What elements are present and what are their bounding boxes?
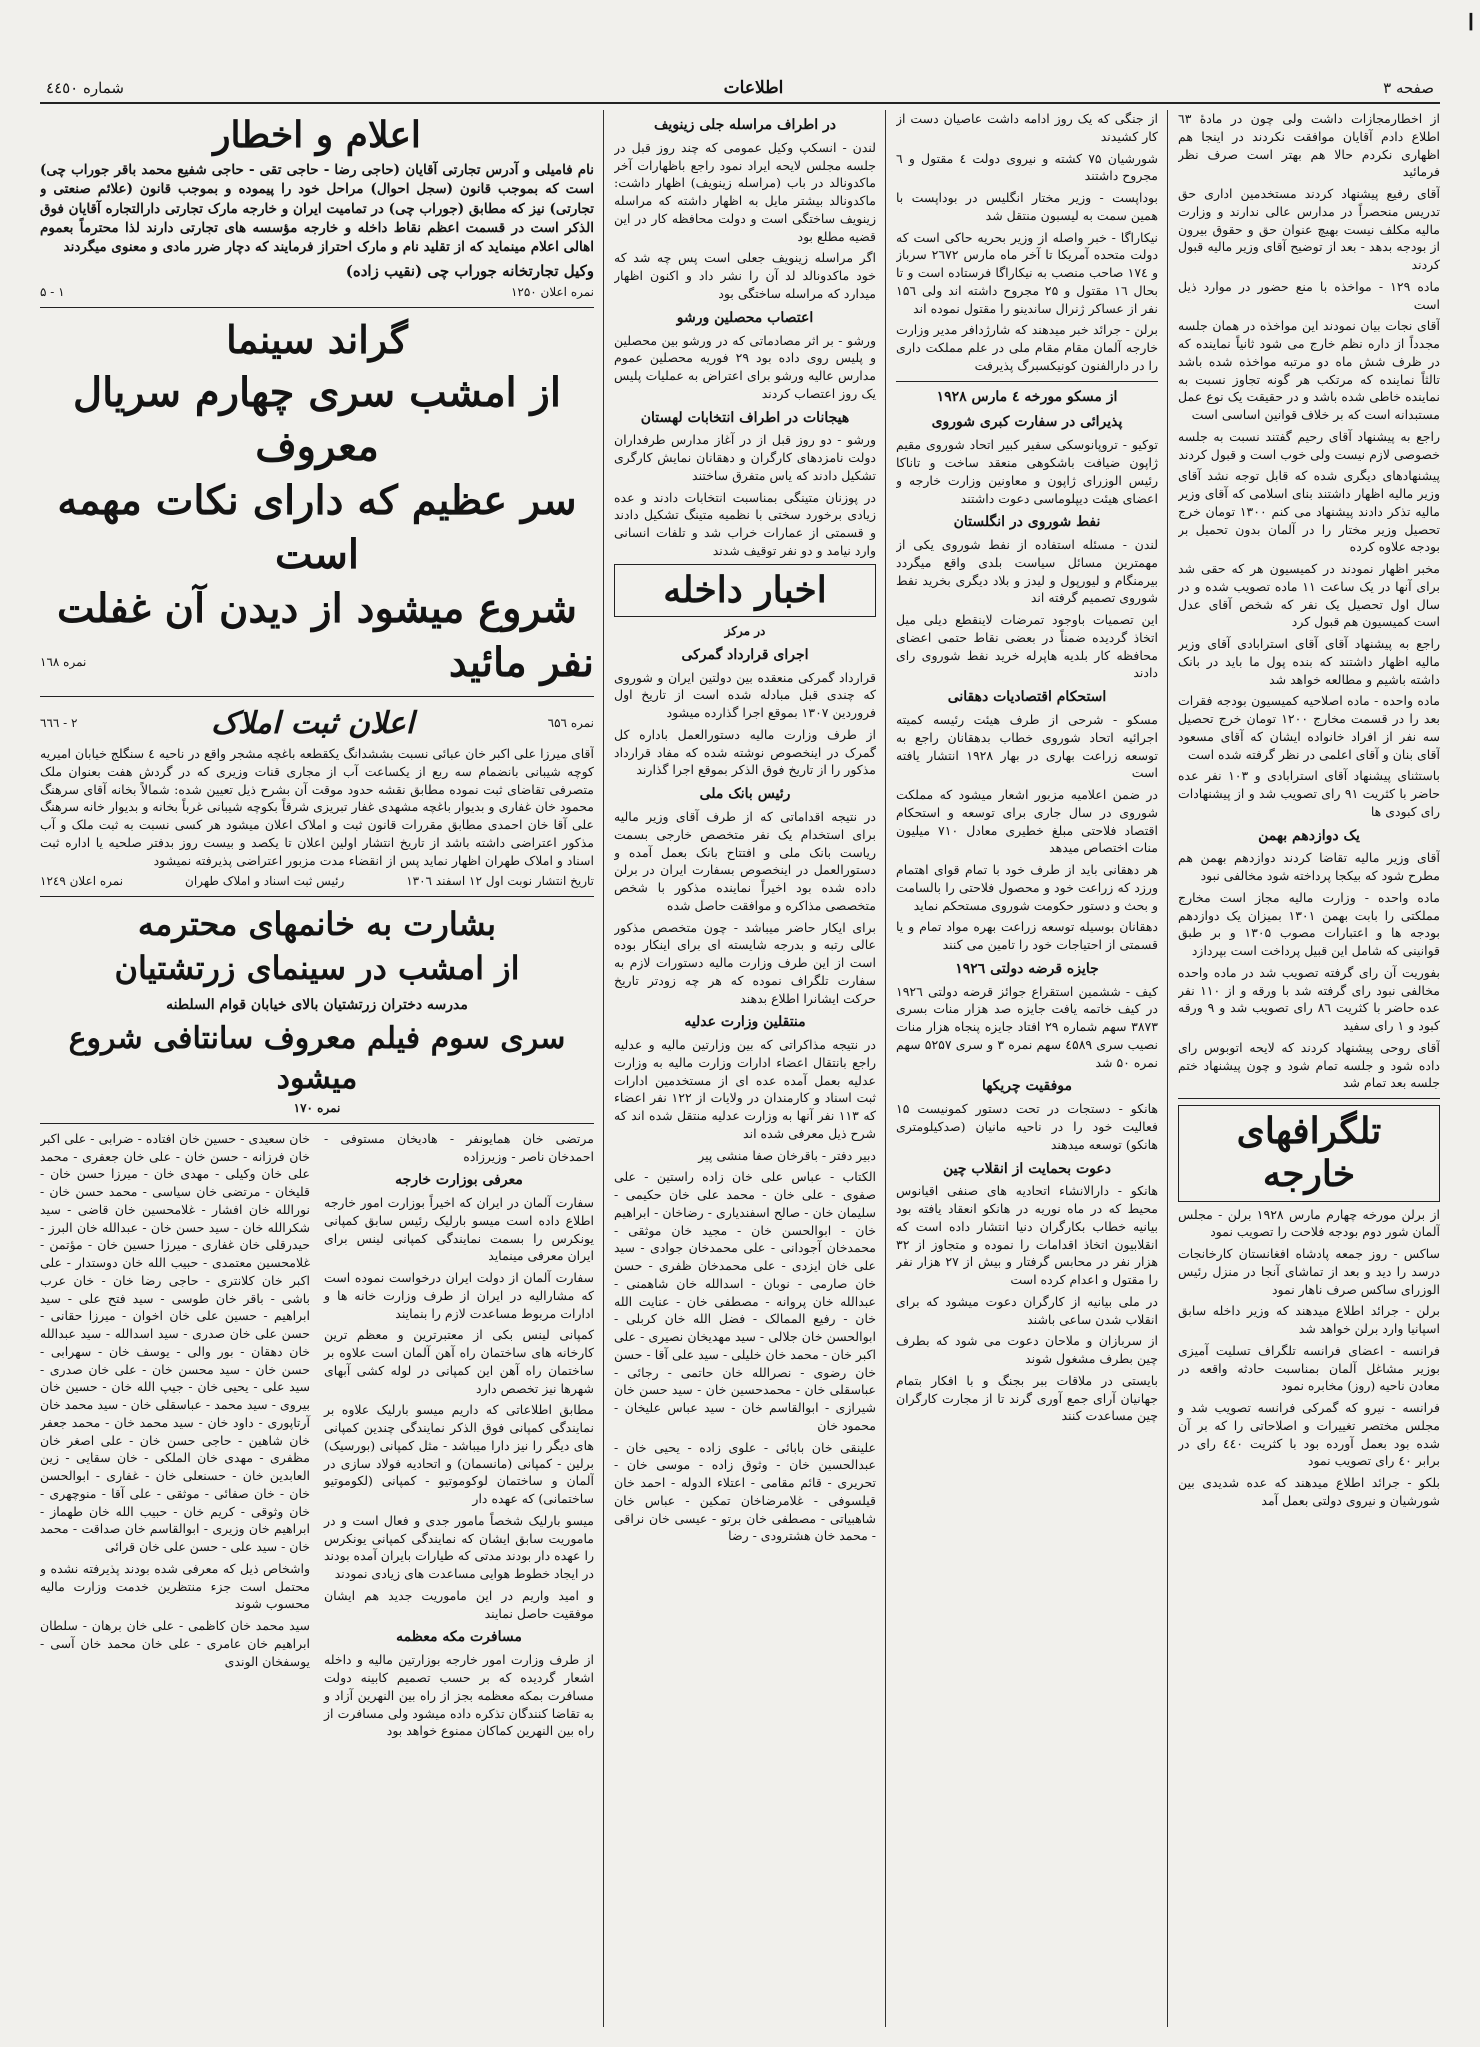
article-paragraph: بوداپست - وزیر مختار انگلیس در بوداپست با همین سمت به لیسبون منتقل شد <box>896 190 1158 223</box>
notice-text: است که بموجب قانون (سجل احوال) مراحل خود را پیموده و بموجب قانون (علائم صنعتی و تجارتی) نیز که مطابق (جوراب چی) در تمامیت ایران و خارجه مارک تجارتی دارالتجاره آقایان فوق الذکر است در قسمت اعظم نقاط داخله و خارجه مؤسسه های تجارتی دارند لذا محترماً بعموم اهالی اعلام مینماید که از تقلید نام و مارک احتراز فرمایند که دچار ضرر مادی و معنوی میگردند <box>40 181 594 255</box>
article-paragraph: از جنگی که یک روز ادامه داشت عاصیان دست از کار کشیدند <box>896 111 1158 144</box>
registry-ad <box>40 703 594 891</box>
article-paragraph: اگر مراسله زینویف جعلی است پس چه شد که خود ماکدونالد لد آن را نشر داد و اکنون اظهار میدارد که مراسله ساختگی بود <box>614 250 876 301</box>
cinema-line: شروع میشود از دیدن آن غفلت <box>57 584 577 632</box>
article-paragraph: واشخاص ذیل که معرفی شده بودند پذیرفته نشده و محتمل است جزء منتظرین خدمت وزارت مالیه محسوب شوند <box>40 1560 310 1612</box>
section-heading: مسافرت مکه معظمه <box>396 1629 522 1646</box>
article-paragraph: در نتیجه مذاکراتی که بین وزارتین مالیه و عدلیه راجع بانتقال اعضاء ادارات وزارت مالیه به وزارت عدلیه بعمل آمده عده ای از مستخدمین ادارات ثبت اسناد و کارمندان در ولایات از ۱۲۲ نفر اعضاء که ۱۱۳ نفر آنها به وزارت عدلیه منتقل شده اند که شرح ذیل معرفی شده اند <box>614 1037 876 1141</box>
cinema-line: سر عظیم که دارای نکات مهمه است <box>57 476 577 578</box>
zoroastrian-cinema-ad <box>40 903 594 1116</box>
notice-body <box>40 161 594 257</box>
divider <box>40 896 594 897</box>
article-paragraph: باستثنای پیشنهاد آقای استرابادی و ۱۰۳ نفر عده حاضر با کثریت ۹۱ رای تصویب شد و از پیشنهادات رای کبودی ها <box>1178 768 1440 819</box>
column-rule <box>885 110 886 2027</box>
article-paragraph: مرتضی خان همایونفر - هادیخان مستوفی - احمدخان ناصر - وزیرزاده <box>324 1130 594 1164</box>
cinema-number: نمره ۱٦۸ <box>40 655 87 670</box>
article-paragraph: ساکس - روز جمعه پادشاه افغانستان کارخانجات درسد را دید و بعد از تماشای آنجا در منزل رئیس الوزرای ساکس صرف ناهار نمود <box>1178 1246 1440 1297</box>
article-paragraph: پیشنهادهای دیگری شده که قابل توجه نشد آقای وزیر مالیه اظهار داشتند بنای اسلامی که آقای وزیر مالیه تذکر دادند پیشنهاد می کنم ۱۳۰۰ تومان خرج تحصیل وزیر مختار را در آلمان بدون تحمیل بر بودجه علاوه کرده <box>1178 468 1440 555</box>
notice-footer <box>40 284 594 301</box>
section-heading: پذیرائی در سفارت کبری شوروی <box>931 414 1123 431</box>
article-paragraph: ماده ۱۲۹ - مواخذه با منع حضور در موارد ذیل است <box>1178 278 1440 312</box>
notice-names: (حاجی رضا - حاجی تقی - حاجی شفیع محمد باقر جوراب چی) <box>40 162 401 179</box>
article-paragraph: از طرف وزارت امور خارجه بوزارتین مالیه و داخله اشعار گردیده که بر حسب تصمیم کابینه دولت مسافرت بمکه معظمه بجز از راه بین النهرین آزاد و به تقاضا کنندگان تذکره داده میشود ولی مسافرت از راه بین النهرین کماکان ممنوع خواهد بود <box>324 1652 594 1739</box>
newspaper-page <box>40 0 1474 2047</box>
section-heading: اجرای قرارداد گمرکی <box>681 646 809 663</box>
issue-label: شماره ٤٤٥٠ <box>46 79 124 97</box>
article-paragraph: آقای رفیع پیشنهاد کردند مستخدمین اداری حق تدریس منحصراً در مدارس عالی ندارند و وزارت مالیه مکلف نیست بهیچ عنوان حق و حقوق بیرون از بودجه بدهد - بعد از توضیح آقای وزیر مالیه قبول کردند <box>1178 186 1440 272</box>
lower-section <box>40 1130 594 1744</box>
article-paragraph: بایستی در ملاقات ببر بجنگ و با افکار بتمام جهانیان آرای جمع آوری گرند تا از مجارت کارگران چین مساعدت کنند <box>896 1372 1158 1424</box>
article-paragraph: در ضمن اعلامیه مزبور اشعار میشود که مملکت شوروی در سال جاری برای توسعه و استحکام اقتصاد فلاحتی مبلغ خطیری معادل ۷۱۰ میلیون منات اختصاص میدهد <box>896 787 1158 856</box>
article-paragraph: علینقی خان بابائی - علوی زاده - یحیی خان - عبدالحسین خان - وثوق زاده - موسی خان - تحریری - قائم مقامی - اعتلاء الدوله - احمد خان قیلسوفی - غلامرضاخان تمکین - عباس خان شاهبیاتی - مصطفی خان برتو - عیسی خان نراقی - محمد خان هشترودی - رضا <box>614 1439 876 1544</box>
section-heading: موفقیت چریکها <box>981 1078 1073 1095</box>
divider <box>40 307 594 308</box>
section-heading: یک دوازدهم بهمن <box>1258 827 1360 844</box>
divider <box>1178 1098 1440 1099</box>
article-paragraph: از سربازان و ملاحان دعوت می شود که بطرف چین بطرف مشغول شوند <box>896 1333 1158 1367</box>
cinema-line: از امشب سری چهارم سریال معروف <box>73 368 561 470</box>
section-heading: جایزه قرضه دولتی ۱۹۲٦ <box>955 960 1099 977</box>
divider <box>40 696 594 697</box>
registry-signature: رئیس ثبت اسناد و املاک طهران <box>185 874 345 889</box>
masthead <box>40 74 1440 104</box>
registry-date: تاریخ انتشار نوبت اول ۱۲ اسفند ۱۳۰٦ <box>406 874 594 889</box>
article-paragraph: میسو بارلیک شخصاً مامور جدی و فعال است و در ماموریت سابق ایشان که نمایندگی کمپانی یونکرس را عهده دار بودند مدتی که طیارات بایران آمده بودند در ایجاد خطوط هوایی مساعدت های زیادی نمودند <box>324 1512 594 1582</box>
article-paragraph: ماده واحده - ماده اصلاحیه کمیسیون بودجه فقرات بعد را در قسمت مخارج ۱۲۰۰ تومان خرج تحصیل سه نفر از افراد خانواده ایشان که آقای مسعود آقای بنان و آقای اعلمی در نظر گرفته شده است <box>1178 693 1440 762</box>
article-paragraph: برلن - جرائد خبر میدهند که شارژدافر مدیر وزارت خارجه آلمان مقام مقام ملی در علم مملکت داری را در دارالفنون کونیکسبرگ پذیرفت <box>896 322 1158 373</box>
article-paragraph: نیکاراگا - خبر واصله از وزیر بحریه حاکی است که دولت متحده آمریکا تا آخر ماه مارس ۲٦۷۲ سرباز و ۱۷٤ صاحب منصب به نیکاراگا فرستاده است و تا بحال ۱٦ مقتول و ۲۵ مجروح داشته اند ولی ۱۵٦ نفر از عساکر ژنرال ساندینو را مقتول نموده اند <box>896 229 1158 316</box>
newspaper-name: اطلاعات <box>723 78 784 98</box>
registry-title: اعلان ثبت املاک <box>211 705 415 741</box>
ad-line: بشارت به خانمهای محترمه <box>137 905 497 944</box>
article-paragraph: الکتاب - عباس علی خان زاده راستین - علی صفوی - علی خان - محمد علی خان حکیمی - سلیمان خان - صالح اسفندیاری - رضاخان - ابراهیم خان - ابوالحسن خان - مجید خان موثقی - محمدخان آجودانی - علی محمدخان جوادی - سید علی خان ایزدی - علی محمدخان ظفری - حسن خان صارمی - نوبان - اسدالله خان شاهمنی - عبدالله خان پروانه - مصطفی خان - عنایت الله خان - رفیع الممالک - فضل الله خان کربلی - ابوالحسن خان جلالی - سید مهدیخان نصیری - علی اکبر خان - محمد خان خلیلی - سید علی آقا - حسن خان رضوی - نصرالله خان حاتمی - رجائی - عباسقلی خان - محمدحسین خان - سید حسن خان شیرازی - ابوالقاسم خان - سید عباس علیخان - محمود خان <box>614 1169 876 1433</box>
lower-left-column <box>40 1130 310 1744</box>
section-heading: منتقلین وزارت عدلیه <box>684 1014 806 1031</box>
article-paragraph: لندن - مسئله استفاده از نفط شوروی یکی از مهمترین مسائل سیاست بلدی واقع میگردد بیرمنگام و لیورپول و لیدز و بلاد دیگری بخرید نفط شوروی تصمیم گرفته اند <box>896 537 1158 606</box>
registry-number: نمره ٦۵٦ <box>547 716 594 731</box>
domestic-news-headline: اخبار داخله <box>614 564 876 617</box>
column-1 <box>1178 110 1440 2020</box>
subheading: در مرکز <box>724 623 766 638</box>
article-paragraph: کیف - ششمین استقراع جوائز قرضه دولتی ۱۹۲٦ در کیف خاتمه یافت جایزه صد هزار منات بسری ۳۸۷۳ سهم شماره ۲۹ افتاد جایزه پنجاه هزار منات نصیب سری ٤۵۸۹ سهم نمره ۳ و سری ۵۲۵۷ سهم نمره ۵۰ شد <box>896 983 1158 1070</box>
article-paragraph: ماده واحده - وزارت مالیه مجاز است مخارج مملکتی را بابت بهمن ۱۳۰۱ بمیزان یک دوازدهم بودجه ها و اعتبارات مصوب ۱۳۰۵ و بر طبق قوانینی که شامل این قبیل پرداخت است بپردازد <box>1178 889 1440 959</box>
article-paragraph: فرانسه - نیرو که گمرکی فرانسه تصویب شد و مجلس مختصر تغییرات و اصلاحاتی را که بر آن شده بود بعمل آورده بود با کثریت ٤٤٠ رای در برابر ٤٠ رای تصویب نمود <box>1178 1400 1440 1469</box>
registry-header <box>40 703 594 746</box>
article-paragraph: در نتیجه اقداماتی که از طرف آقای وزیر مالیه برای استخدام یک نفر متخصص خارجی بسمت ریاست بانک ملی و افتتاح بانک بعمل آمده و دستورالعمل در اینخصوص بسفارت ایران در برلن داده شده بود اخیراً نماینده مذکور با شخص متخصصی مذاکره و موافقت حاصل شده <box>614 809 876 913</box>
article-paragraph: برای ایکار حاضر میباشد - چون متخصص مذکور عالی رتبه و بدرجه شایسته ای برای اینکار بوده است از این طرف وزارت مالیه دستورات لازم به سفارت تلگراف نموده که هر چه زودتر تاریخ حرکت ایشانرا اطلاع بدهند <box>614 919 876 1006</box>
ad-subline: مدرسه دختران زرتشتیان بالای خیابان قوام السلطنه <box>166 996 468 1013</box>
section-heading: معرفی بوزارت خارجه <box>395 1172 523 1189</box>
ad-line: سری سوم فیلم معروف سانتافی شروع میشود <box>68 1020 566 1097</box>
article-paragraph: لندن - انسکپ وکیل عمومی که چند روز قبل در جلسه مجلس لایحه ایراد نمود راجع باظهارات آخر ماکدونالد در باب (مراسله زینویف) اظهار داشت: ماکدونالد بیشتر مایل به اظهار داشته که مراسله زینویف ساختگی است و دولت محافظه کار در این قضیه مطلع بود <box>614 139 876 244</box>
notice-signature: وکیل تجارتخانه جوراب چی (نقیب زاده) <box>345 261 594 280</box>
article-paragraph: مطابق اطلاعاتی که داریم میسو بارلیک علاوه بر نمایندگی کمپانی فوق الذکر نمایندگی چندین کمپانی های دیگر را نیز دارا میباشد - مثل کمپانی (بورسیک) برلین - کمپانی (مانسمان) و اتحادیه فولاد سازی در آلمان و ساختمان لوکوموتیو - کمپانی (لکوموتیو ساختمانی) که عهده دار <box>324 1402 594 1507</box>
section-heading: در اطراف مراسله جلی زینویف <box>653 117 837 133</box>
article-paragraph: ورشو - دو روز قبل از در آغاز مدارس طرفداران دولت نامزدهای کارگران و دهقانان نمایش کارگری تشکیل دادند که یاس متفرق ساختند <box>614 432 876 483</box>
registry-ad-number: نمره اعلان ۱۲٤۹ <box>40 874 124 889</box>
notice-headline: اعلام و اخطار <box>213 114 421 156</box>
article-paragraph: در ملی بیانیه از کارگران دعوت میشود که برای انقلاب شدن ساعی باشند <box>896 1293 1158 1327</box>
article-paragraph: راجع به پیشنهاد آقای آقای استرابادی آقای وزیر مالیه اظهار داشتند که بنده پول ما باید در بانک داشته باشیم و مطالعه خواهد شد <box>1178 636 1440 687</box>
article-paragraph: از طرف وزارت مالیه دستورالعمل باداره کل گمرک در اینخصوص نوشته شده که مفاد قرارداد مذکور را از تاریخ فوق الذکر بموقع اجرا گذارند <box>614 726 876 778</box>
article-paragraph: هانکو - دستجات در تحت دستور کمونیست ۱۵ فعالیت خود را در ناحیه مانیان (صدکیلومتری هانکو) توسعه میدهند <box>896 1101 1158 1152</box>
article-paragraph: شورشیان ۷۵ کشته و نیروی دولت ٤ مقتول و ٦ مجروح داشتند <box>896 150 1158 184</box>
ad-line: از امشب در سینمای زرتشتیان <box>114 948 520 987</box>
article-paragraph: ورشو - بر اثر مصادماتی که در ورشو بین محصلین و پلیس روی داده بود ۲۹ فوریه محصلین عموم مدارس عالیه ورشو برای اعتراض به عملیات پلیس یک روز اعتصاب کردند <box>614 332 876 401</box>
dateline: از مسکو مورخه ٤ مارس ۱۹۲۸ <box>936 388 1118 405</box>
article-paragraph: از برلن مورخه چهارم مارس ۱۹۲۸ برلن - مجلس آلمان شور دوم بودجه فلاحت را تصویب نمود <box>1178 1206 1440 1240</box>
section-heading: رئیس بانک ملی <box>699 786 791 803</box>
article-paragraph: دهقانان بوسیله توسعه زراعت بهره مواد تمام و یا قسمتی از احتیاجات خود را تامین می کنند <box>896 919 1158 952</box>
divider <box>896 381 1158 382</box>
column-rule <box>603 110 604 2027</box>
cinema-title: گراند سینما <box>226 317 408 363</box>
article-paragraph: سفارت آلمان در ایران که اخیراً بوزارت امور خارجه اطلاع داده است میسو بارلیک رئیس سابق کمپانی یونکرس را بسمت نمایندگی کمپانی لینس برای ایران معرفی مینماید <box>324 1195 594 1264</box>
article-paragraph: هر دهقانی باید از طرف خود با تمام قوای اهتمام ورزد که زراعت خود و محصول فلاحتی را بالسامت و بحث و دستور حکومت شوروی مستحکم نماید <box>896 862 1158 913</box>
registry-sequence: ۲ - ٦٦٦ <box>40 716 78 731</box>
foreign-telegrams-headline: تلگرافهای خارجه <box>1178 1105 1440 1201</box>
article-paragraph: توکیو - تروپانوسکی سفیر کبیر اتحاد شوروی مقیم ژاپون ضیافت باشکوهی منعقد ساخت و تاناکا رئیس الوزرای ژاپون و معاونین وزارت خارجه و اعضای هیئت دیپلوماسی دعوت داشتند <box>896 437 1158 506</box>
article-paragraph: آقای وزیر مالیه تقاضا کردند دوازدهم بهمن هم مطرح شود که بیکجا پرداخته شود مخالفی نبود <box>1178 850 1440 884</box>
names-list: خان سعیدی - حسین خان افتاده - ضرابی - علی اکبر خان فرزانه - حسن خان - علی خان جعفری - محمد علی خان وکیلی - مهدی خان - میرزا حسن خان - قلیخان - مرتضی خان سیاسی - محمد حسن خان - نورالله خان افشار - غلامحسین خان قاضی - سید شکرالله خان - سید حسن خان - عبدالله خان البرز - حیدرقلی خان غفاری - میرزا حسین خان - مؤتمن - غلامحسین معتمدی - حبیب الله خان دوستدار - علی اکبر خان کلانتری - حاجی رضا خان - خان عرب باشی - باقر خان طوسی - سید فتح علی - سید ابراهیم - حسین علی خان اخوان - میرزا حقانی - حسن علی خان صدری - سید اسدالله - سید عبدالله خان دهقان - بور والی - یوسف خان - سهرابی - حسن خان - سید محسن خان - علی خان صدری - سید علی - یحیی خان - جیپ الله خان - حسین خان بیروی - سید محمد - عباسقلی خان - سید محمد خان آرتاپوری - داود خان - سید محمد خان - محمد جعفر خان شاهین - حاجی حسن خان - علی اصغر خان مظفری - مهدی خان الملکی - خان سقایی - زین العابدین خان - حسنعلی خان - غفاری - ابوالحسن خان - خان صفائی - موثقی - علی آقا - منوچهری - خان وثوقی - کریم خان - حبیب الله خان طهماز - ابراهیم خان وزیری - ابوالقاسم خان صداقت - محمد خان - سید علی - حسن علی خان قرائی <box>40 1130 310 1554</box>
article-paragraph: آقای روحی پیشنهاد کردند که لایحه اتوبوس رای داده شود و جلسه تمام شود و چون پیشنهاد ختم جلسه بعد تمام شد <box>1178 1039 1440 1091</box>
section-heading: دعوت بحمایت از انقلاب چین <box>942 1160 1112 1177</box>
registry-footer <box>40 873 594 890</box>
article-paragraph: فرانسه - اعضای فرانسه تلگراف تسلیت آمیزی بوزیر مشاغل آلمان بمناسبت حادثه واقعه در معادن ناحیه (روز) مخابره نمود <box>1178 1342 1440 1394</box>
article-paragraph: برلن - جرائد اطلاع میدهند که وزیر داخله سابق اسپانیا وارد برلن خواهد شد <box>1178 1303 1440 1336</box>
ad-number: نمره ۱۷۰ <box>293 1100 341 1115</box>
registry-body: آقای میرزا علی اکبر خان عبائی نسبت بششدانگ یکقطعه باغچه مشجر واقع در ناحیه ٤ سنگلج خیابان امیریه کوچه شیبانی بانضمام سه ربع از یکساعت آب از مجاری قنات وزیری که در گردش هفت بعنوان ملک متصرفی تقاضای ثبت نموده مطابق نقشه حدود موقت آن بشرح ذیل تعیین شده: شمالاً بخانه آقای سرهنگ محمود خان غفاری و بدیوار باغچه مشهدی غفار تبریزی شرقاً بکوچه شیبانی غرباً بخانه و بدیوار خانه سرهنگ علی آقا خان احمدی مطابق مقررات قانون ثبت و املاک اعلان میشود هر کسی نسبت به ثبت ملک و آب مذکور اعتراضی داشته باشد از تاریخ انتشار اولین اعلان تا یکصد و بیست روز بدفتر صلحیه یا اداره ثبت اسناد و املاک طهران اظهار نماید پس از انقضاء مدت مزبور اعتراضی پذیرفته نمیشود <box>40 746 594 868</box>
article-paragraph: قرارداد گمرکی منعقده بین دولتین ایران و شوروی که چندی قبل مبادله شده است از تاریخ اول فروردین ۱۳۰۷ بموقع اجرا گذارده میشود <box>614 669 876 721</box>
section-heading: هیجانات در اطراف انتخابات لهستان <box>640 409 850 426</box>
article-paragraph: در پوزنان متینگی بمناسبت انتخابات دادند و عده زیادی برخورد سختی با نظمیه متینگ تشکیل دادند و قسمتی از عمارات خراب شد و تلفات انسانی وارد نیامد و دو نفر توقیف شدند <box>614 489 876 558</box>
article-paragraph: آقای نجات بیان نمودند این مواخذه در همان جلسه مجدداً از داره نظم خارج می شود ثانیاً نماینده که در ظرف شش ماه دو مرتبه مواخذه شده باشد تالثاً نماینده که مرتکب هر گونه تجاوز نسبت به نماینده خاطی شده باشد و در حقیقت یک نوع عمل مستبدانه است که بر خلاف قوانین اساسی است <box>1178 318 1440 422</box>
section-heading: اعتصاب محصلین ورشو <box>676 309 814 326</box>
column-3 <box>614 110 876 2020</box>
column-2 <box>896 110 1158 2020</box>
section-heading: نفط شوروی در انگلستان <box>953 514 1101 531</box>
notice-intro: نام فامیلی و آدرس تجارتی آقایان <box>405 162 594 179</box>
article-paragraph: راجع به پیشنهاد آقای رحیم گفتند نسبت به جلسه خصوصی لازم نیست ولی خوب است و قبول کردند <box>1178 428 1440 462</box>
article-paragraph: بفوریت آن رای گرفته تصویب شد در ماده واحده مخالفی نبود رای گرفته شد با ورقه و از ۱۱۰ نفر عده حاضر با کثریت ۸٦ رای تصویب شد و ۹ ورقه کبود و ۱ رای سفید <box>1178 964 1440 1034</box>
section-heading: استحکام اقتصادیات دهقانی <box>947 689 1107 706</box>
article-paragraph: سفارت آلمان از دولت ایران درخواست نموده است که مشارالیه در ایران از طرف وزارت خانه ها و ادارات مربوط مساعدت لازم را بنمایند <box>324 1270 594 1321</box>
article-paragraph: دبیر دفتر - باقرخان صفا منشی پیر <box>698 1147 876 1163</box>
article-paragraph: کمپانی لینس بکی از معتبرترین و معظم ترین کارخانه های ساختمان راه آهن آلمان است علاوه بر ساختمان راه آهن این کمپانی در لوله کشی آبهای شهرها نیز تخصص دارد <box>324 1327 594 1396</box>
page-label: صفحه ۳ <box>1383 79 1434 97</box>
cinema-last-row <box>40 636 594 690</box>
article-paragraph: بلکو - جرائد اطلاع میدهند که عده شدیدی بین شورشیان و نیروی دولتی بعمل آمد <box>1178 1475 1440 1508</box>
article-paragraph: از اخطارمجازات داشت ولی چون در مادهٔ ٦٣ اطلاع دادم آقایان موافقت نکردند در اینجا هم اظهاری نکردم حالا هم بهتر است صرف نظر فرمائید <box>1178 111 1440 180</box>
article-paragraph: هانکو - دارالانشاء اتحادیه های صنفی اقیانوس محیط که در ماه نوریه در هانکو انعقاد یافته بود بیانیه خطاب بکارگران دنیا انتشار داده است که انقلابیون اتخاذ اقدامات را نموده و متجاوز از ۳۲ هزار نفر در محابس گرفتار و بیش از ۲۷ هزار نفر را مقتول و اعدام کرده است <box>896 1183 1158 1288</box>
notice-sequence: ۱ - ۵ <box>40 285 65 300</box>
column-rule <box>1167 110 1168 2027</box>
names-list: سید محمد خان کاظمی - علی خان برهان - سلطان ابراهیم خان عامری - علی خان محمد خان آسی - یوسفخان الوندی <box>40 1618 310 1669</box>
article-paragraph: این تصمیات باوجود تمرضات لاینقطع دیلی میل اتخاذ گردیده ضمناً در بعضی نقاط حتمی اعضای محافظه کار بلدیه هاپرله خرید نفط شوروی رای دادند <box>896 612 1158 681</box>
notice-number: نمره اعلان ۱۲۵۰ <box>510 285 594 300</box>
lower-right-column <box>324 1130 594 1744</box>
divider <box>40 1123 594 1124</box>
article-paragraph: مخبر اظهار نمودند در کمیسیون هر که حقی شد برای آنها در یک ساعت ۱۱ ماده تصویب شده و در سال اول تحصیل یک نفر که شخص آقای عدل است کمیسیون هم قبول کرد <box>1178 561 1440 630</box>
article-paragraph: مسکو - شرحی از طرف هیئت رئیسه کمیته اجرائیه اتحاد شوروی خطاب بدهقانان راجع به توسعه زراعت بهاری در بهار ۱۹۲۸ انتشار یافته است <box>896 712 1158 781</box>
column-4 <box>40 110 594 2020</box>
cinema-ad <box>40 314 594 689</box>
article-paragraph: و امید واریم در این ماموریت جدید هم ایشان موفقیت حاصل نمایند <box>324 1587 594 1621</box>
cinema-line: نفر مائید <box>448 638 594 686</box>
edge-mark: ا <box>1467 10 1474 36</box>
